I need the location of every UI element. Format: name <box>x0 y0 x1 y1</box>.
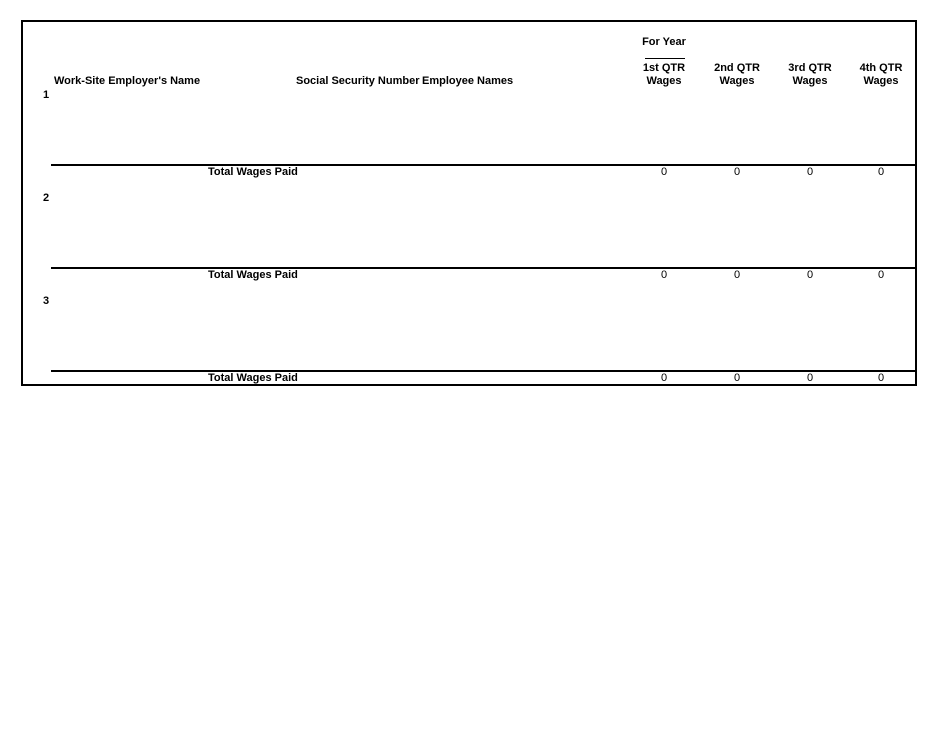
total-q3-value: 0 <box>806 166 814 178</box>
year-underline <box>645 58 685 59</box>
q4-header-line1: 4th QTR <box>859 62 903 74</box>
block-number: 3 <box>43 295 50 307</box>
block-number: 1 <box>43 89 50 101</box>
q2-header-line2: Wages <box>719 75 755 87</box>
total-q1-value: 0 <box>660 166 668 178</box>
total-q2-value: 0 <box>733 372 741 384</box>
total-q2-value: 0 <box>733 269 741 281</box>
total-wages-label: Total Wages Paid <box>208 269 298 281</box>
total-wages-label: Total Wages Paid <box>208 372 298 384</box>
total-wages-label: Total Wages Paid <box>208 166 298 178</box>
ssn-header: Social Security Number <box>296 75 420 87</box>
total-q3-value: 0 <box>806 269 814 281</box>
employee-names-header: Employee Names <box>422 75 514 87</box>
total-q2-value: 0 <box>733 166 741 178</box>
q1-header-line2: Wages <box>646 75 682 87</box>
q3-header-line2: Wages <box>792 75 828 87</box>
for-year-label: For Year <box>642 36 686 48</box>
total-q4-value: 0 <box>877 269 885 281</box>
block-number: 2 <box>43 192 50 204</box>
q2-header-line1: 2nd QTR <box>714 62 760 74</box>
total-q3-value: 0 <box>806 372 814 384</box>
q4-header-line2: Wages <box>863 75 899 87</box>
block-divider <box>51 370 916 372</box>
q3-header-line1: 3rd QTR <box>788 62 832 74</box>
total-q4-value: 0 <box>877 166 885 178</box>
total-q1-value: 0 <box>660 269 668 281</box>
q1-header-line1: 1st QTR <box>642 62 686 74</box>
total-q4-value: 0 <box>877 372 885 384</box>
employer-name-header: Work-Site Employer's Name <box>54 75 201 87</box>
block-divider <box>51 164 916 166</box>
block-divider <box>51 267 916 269</box>
total-q1-value: 0 <box>660 372 668 384</box>
